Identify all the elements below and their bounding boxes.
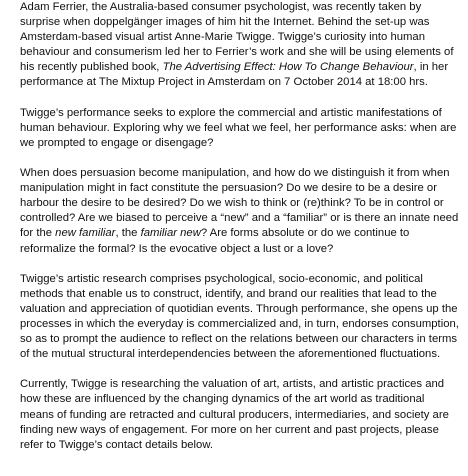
text-segment: ? Are forms absolute or do we continue to reformalize the formal? Is the evocative object a lust or a love? — [20, 227, 410, 255]
document-body — [20, 0, 460, 453]
text-segment: Currently, Twigge is researching the valuation of art, artists, and artistic practices and how these are influenced by the changing dynamics of the art world as traditional means of funding are retracted and cultural producers, intermediaries, and society are finding new ways of engagement. For more on her current and past projects, please refer to Twigge’s contact details below. — [20, 378, 449, 451]
italic-phrase: new familiar — [55, 227, 116, 240]
text-segment: Twigge’s performance seeks to explore the commercial and artistic manifestations of human behaviour. Exploring why we feel what we feel, her performance asks: when are we prompted to engage or disengage? — [20, 106, 457, 149]
text-segment: When does persuasion become manipulation, and how do we distinguish it from when manipulation might in fact constitute the persuasion? Do we desire to be a desire or harbour the desire to be desired? Do we wish to think or (re)think? To be in control or controlled? Are we biased to perceive a “new” and a “familiar” or is there an innate need for the — [20, 167, 459, 240]
paragraph-performance — [20, 106, 460, 151]
text-segment: , the — [115, 227, 141, 240]
text-segment: Adam Ferrier, the Australia-based consumer psychologist, was recently taken by surprise when doppelgänger images of him hit the Internet. Behind the set-up was Amsterdam-based visual artist Anne-Marie Twigge. Twigge’s curiosity into human behaviour and consumerism led her to Ferrier’s work and she will be using elements of his recently published book, — [20, 1, 454, 74]
paragraph-research — [20, 272, 460, 363]
italic-phrase: familiar new — [140, 227, 201, 240]
text-segment: , in her performance at The Mixtup Project in Amsterdam on 7 October 2014 at 18:00 hrs. — [20, 61, 449, 89]
book-title: The Advertising Effect: How To Change Behaviour — [162, 61, 414, 74]
paragraph-questions — [20, 166, 460, 257]
text-segment: Twigge’s artistic research comprises psychological, socio-economic, and political methods that enable us to construct, identify, and brand our realities that lead to the valuation and appreciation of quotidian events. Through performance, she opens up the processes in which the everyday is commercialized and, in turn, endorses consumption, so as to prompt the audience to reflect on the relations between our characters in terms of the mutual structural interdependencies between the aforementioned fluctuations. — [20, 272, 459, 361]
paragraph-current — [20, 377, 460, 452]
paragraph-intro — [20, 0, 460, 91]
